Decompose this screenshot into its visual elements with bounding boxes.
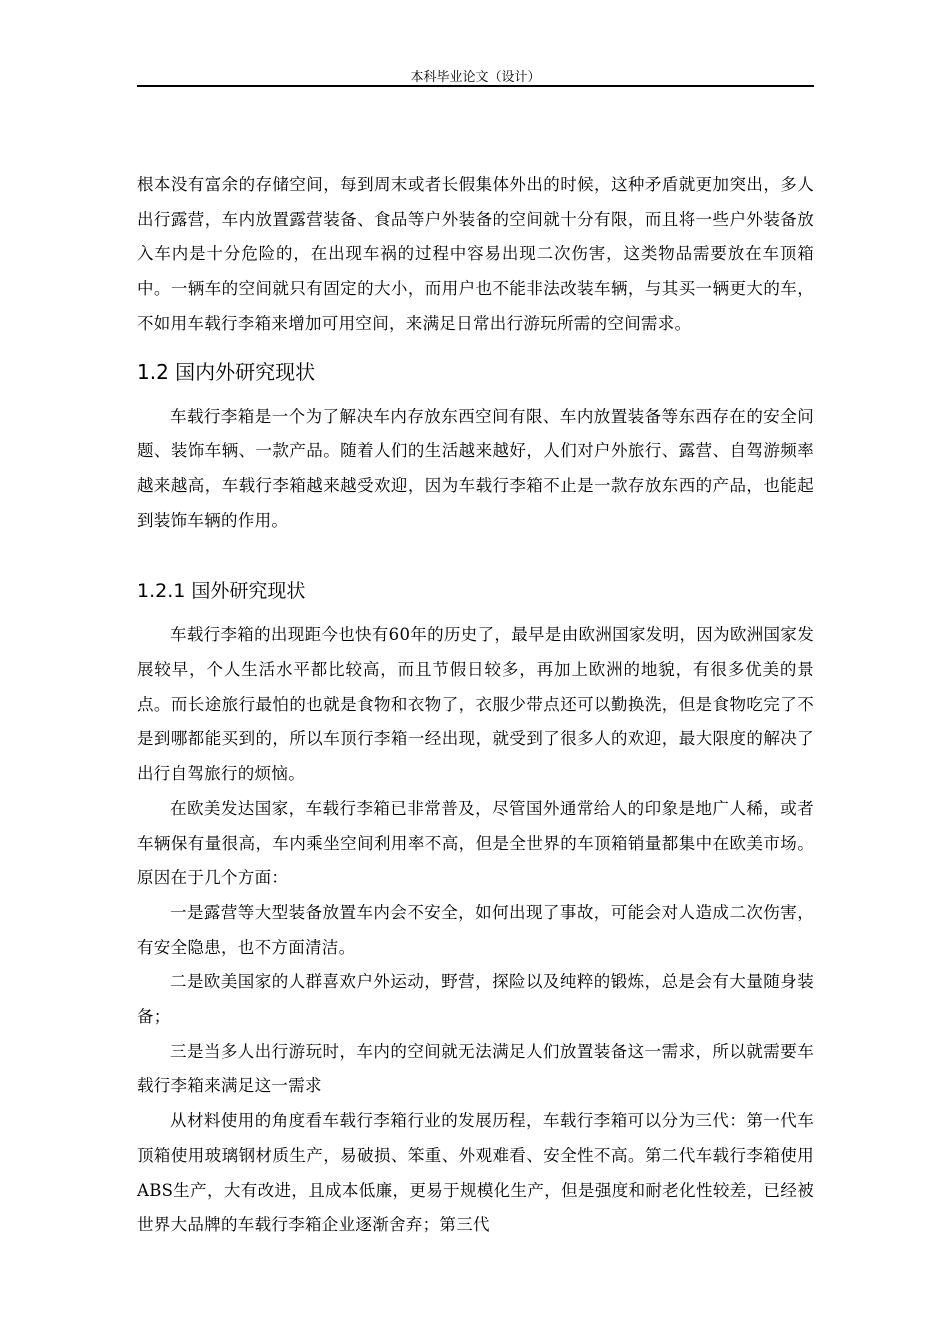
paragraph: 二是欧美国家的人群喜欢户外运动，野营，探险以及纯粹的锻炼，总是会有大量随身装备； <box>137 972 814 1027</box>
paragraph: 车载行李箱是一个为了解决车内存放东西空间有限、车内放置装备等东西存在的安全问题、装饰车辆、一款产品。随着人们的生活越来越好，人们对户外旅行、露营、自驾游频率越来越高，车载行李箱越来越受欢迎，因为车载行李箱不止是一款存放东西的产品，也能起到装饰车辆的作用。 <box>137 406 814 530</box>
section-heading-1-2-1: 1.2.1 国外研究现状 <box>137 580 306 603</box>
paragraph: 一是露营等大型装备放置车内会不安全，如何出现了事故，可能会对人造成二次伤害，有安全隐患，也不方面清洁。 <box>137 902 814 957</box>
paragraph: 车载行李箱的出现距今也快有60年的历史了，最早是由欧洲国家发明，因为欧洲国家发展较早，个人生活水平都比较高，而且节假日较多，再加上欧洲的地貌，有很多优美的景点。而长途旅行最怕的也就是食物和衣物了，衣服少带点还可以勤换洗，但是食物吃完了不是到哪都能买到的，所以车顶行李箱一经出现，就受到了很多人的欢迎，最大限度的解决了出行自驾旅行的烦恼。 <box>137 625 814 784</box>
paragraph: 在欧美发达国家，车载行李箱已非常普及，尽管国外通常给人的印象是地广人稀，或者车辆保有量很高，车内乘坐空间利用率不高，但是全世界的车顶箱销量都集中在欧美市场。原因在于几个方面： <box>137 798 814 888</box>
header-rule <box>137 85 814 87</box>
paragraph-continued: 根本没有富余的存储空间，每到周末或者长假集体外出的时候，这种矛盾就更加突出，多人出行露营，车内放置露营装备、食品等户外装备的空间就十分有限，而且将一些户外装备放入车内是十分危险的，在出现车祸的过程中容易出现二次伤害，这类物品需要放在车顶箱中。一辆车的空间就只有固定的大小，而用户也不能非法改装车辆，与其买一辆更大的车，不如用车载行李箱来增加可用空间，来满足日常出行游玩所需的空间需求。 <box>137 175 814 333</box>
paragraph: 从材料使用的角度看车载行李箱行业的发展历程，车载行李箱可以分为三代：第一代车顶箱使用玻璃钢材质生产，易破损、笨重、外观难看、安全性不高。第二代车载行李箱使用ABS生产，大有改进，且成本低廉，更易于规模化生产，但是强度和耐老化性较差，已经被世界大品牌的车载行李箱企业逐渐舍弃；第三代 <box>137 1111 814 1235</box>
body-content <box>137 168 814 1243</box>
section-heading-1-2: 1.2 国内外研究现状 <box>137 359 316 384</box>
running-header: 本科毕业论文（设计） <box>410 70 541 85</box>
paragraph: 三是当多人出行游玩时，车内的空间就无法满足人们放置装备这一需求，所以就需要车载行李箱来满足这一需求 <box>137 1041 814 1096</box>
